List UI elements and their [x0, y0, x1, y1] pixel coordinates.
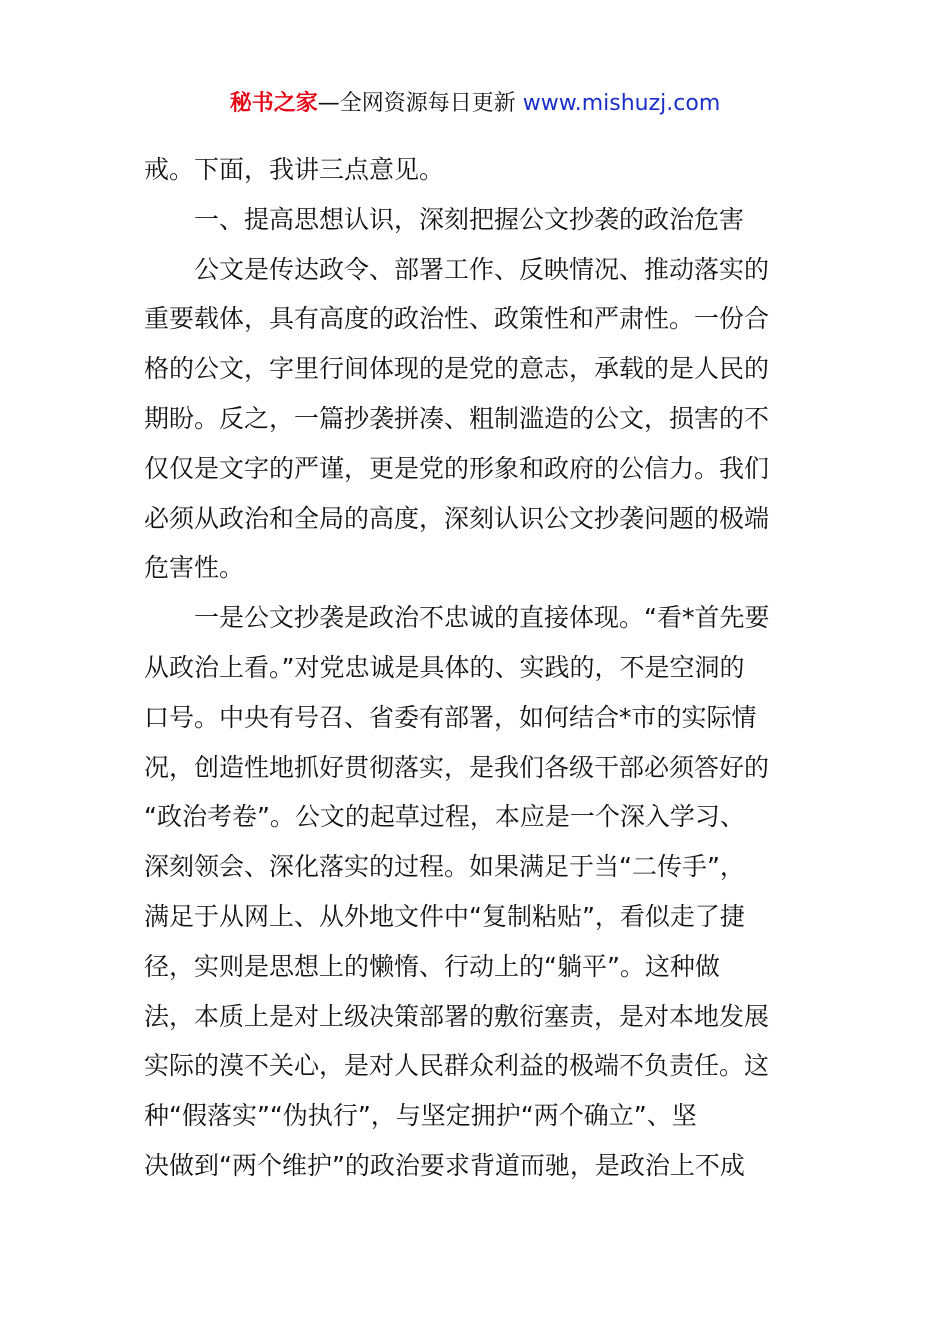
paragraph-line: 仅仅是文字的严谨，更是党的形象和政府的公信力。我们 — [144, 453, 770, 483]
paragraph-line: 满足于从网上、从外地文件中“复制粘贴”，看似走了捷 — [144, 901, 745, 931]
site-url-link[interactable]: www.mishuzj.com — [522, 91, 721, 116]
paragraph-line: 重要载体，具有高度的政治性、政策性和严肃性。一份合 — [144, 304, 770, 334]
paragraph-line: 一是公文抄袭是政治不忠诚的直接体现。“看*首先要 — [194, 603, 770, 633]
paragraph-line: 从政治上看。”对党忠诚是具体的、实践的，不是空洞的 — [144, 652, 745, 682]
paragraph-line: 深刻领会、深化落实的过程。如果满足于当“二传手”， — [144, 852, 745, 882]
brand-name: 秘书之家 — [229, 91, 318, 116]
paragraph-line: 况，创造性地抓好贯彻落实，是我们各级干部必须答好的 — [144, 752, 770, 782]
paragraph-line: 必须从政治和全局的高度，深刻认识公文抄袭问题的极端 — [144, 503, 770, 533]
site-header — [0, 86, 950, 122]
paragraph-line: 期盼。反之，一篇抄袭拼凑、粗制滥造的公文，损害的不 — [144, 403, 770, 433]
paragraph-line: 法，本质上是对上级决策部署的敷衍塞责，是对本地发展 — [144, 1001, 770, 1031]
section-heading: 一、提高思想认识，深刻把握公文抄袭的政治危害 — [194, 204, 745, 234]
paragraph-line: 实际的漠不关心，是对人民群众利益的极端不负责任。这 — [144, 1051, 770, 1081]
paragraph-line: 公文是传达政令、部署工作、反映情况、推动落实的 — [194, 254, 770, 284]
paragraph-line: 决做到“两个维护”的政治要求背道而驰，是政治上不成 — [144, 1150, 745, 1180]
paragraph-line: 径，实则是思想上的懒惰、行动上的“躺平”。这种做 — [144, 951, 720, 981]
paragraph-line: “政治考卷”。公文的起草过程，本应是一个深入学习、 — [144, 802, 745, 832]
document-body — [144, 145, 809, 1191]
paragraph-line: 格的公文，字里行间体现的是党的意志，承载的是人民的 — [144, 354, 770, 384]
paragraph-line: 种“假落实”“伪执行”，与坚定拥护“两个确立”、坚 — [144, 1101, 697, 1131]
header-tagline: —全网资源每日更新 — [317, 91, 516, 116]
paragraph-line: 口号。中央有号召、省委有部署，如何结合*市的实际情 — [144, 702, 757, 732]
text-line: 戒。下面，我讲三点意见。 — [144, 155, 445, 184]
paragraph-line: 危害性。 — [144, 553, 245, 583]
